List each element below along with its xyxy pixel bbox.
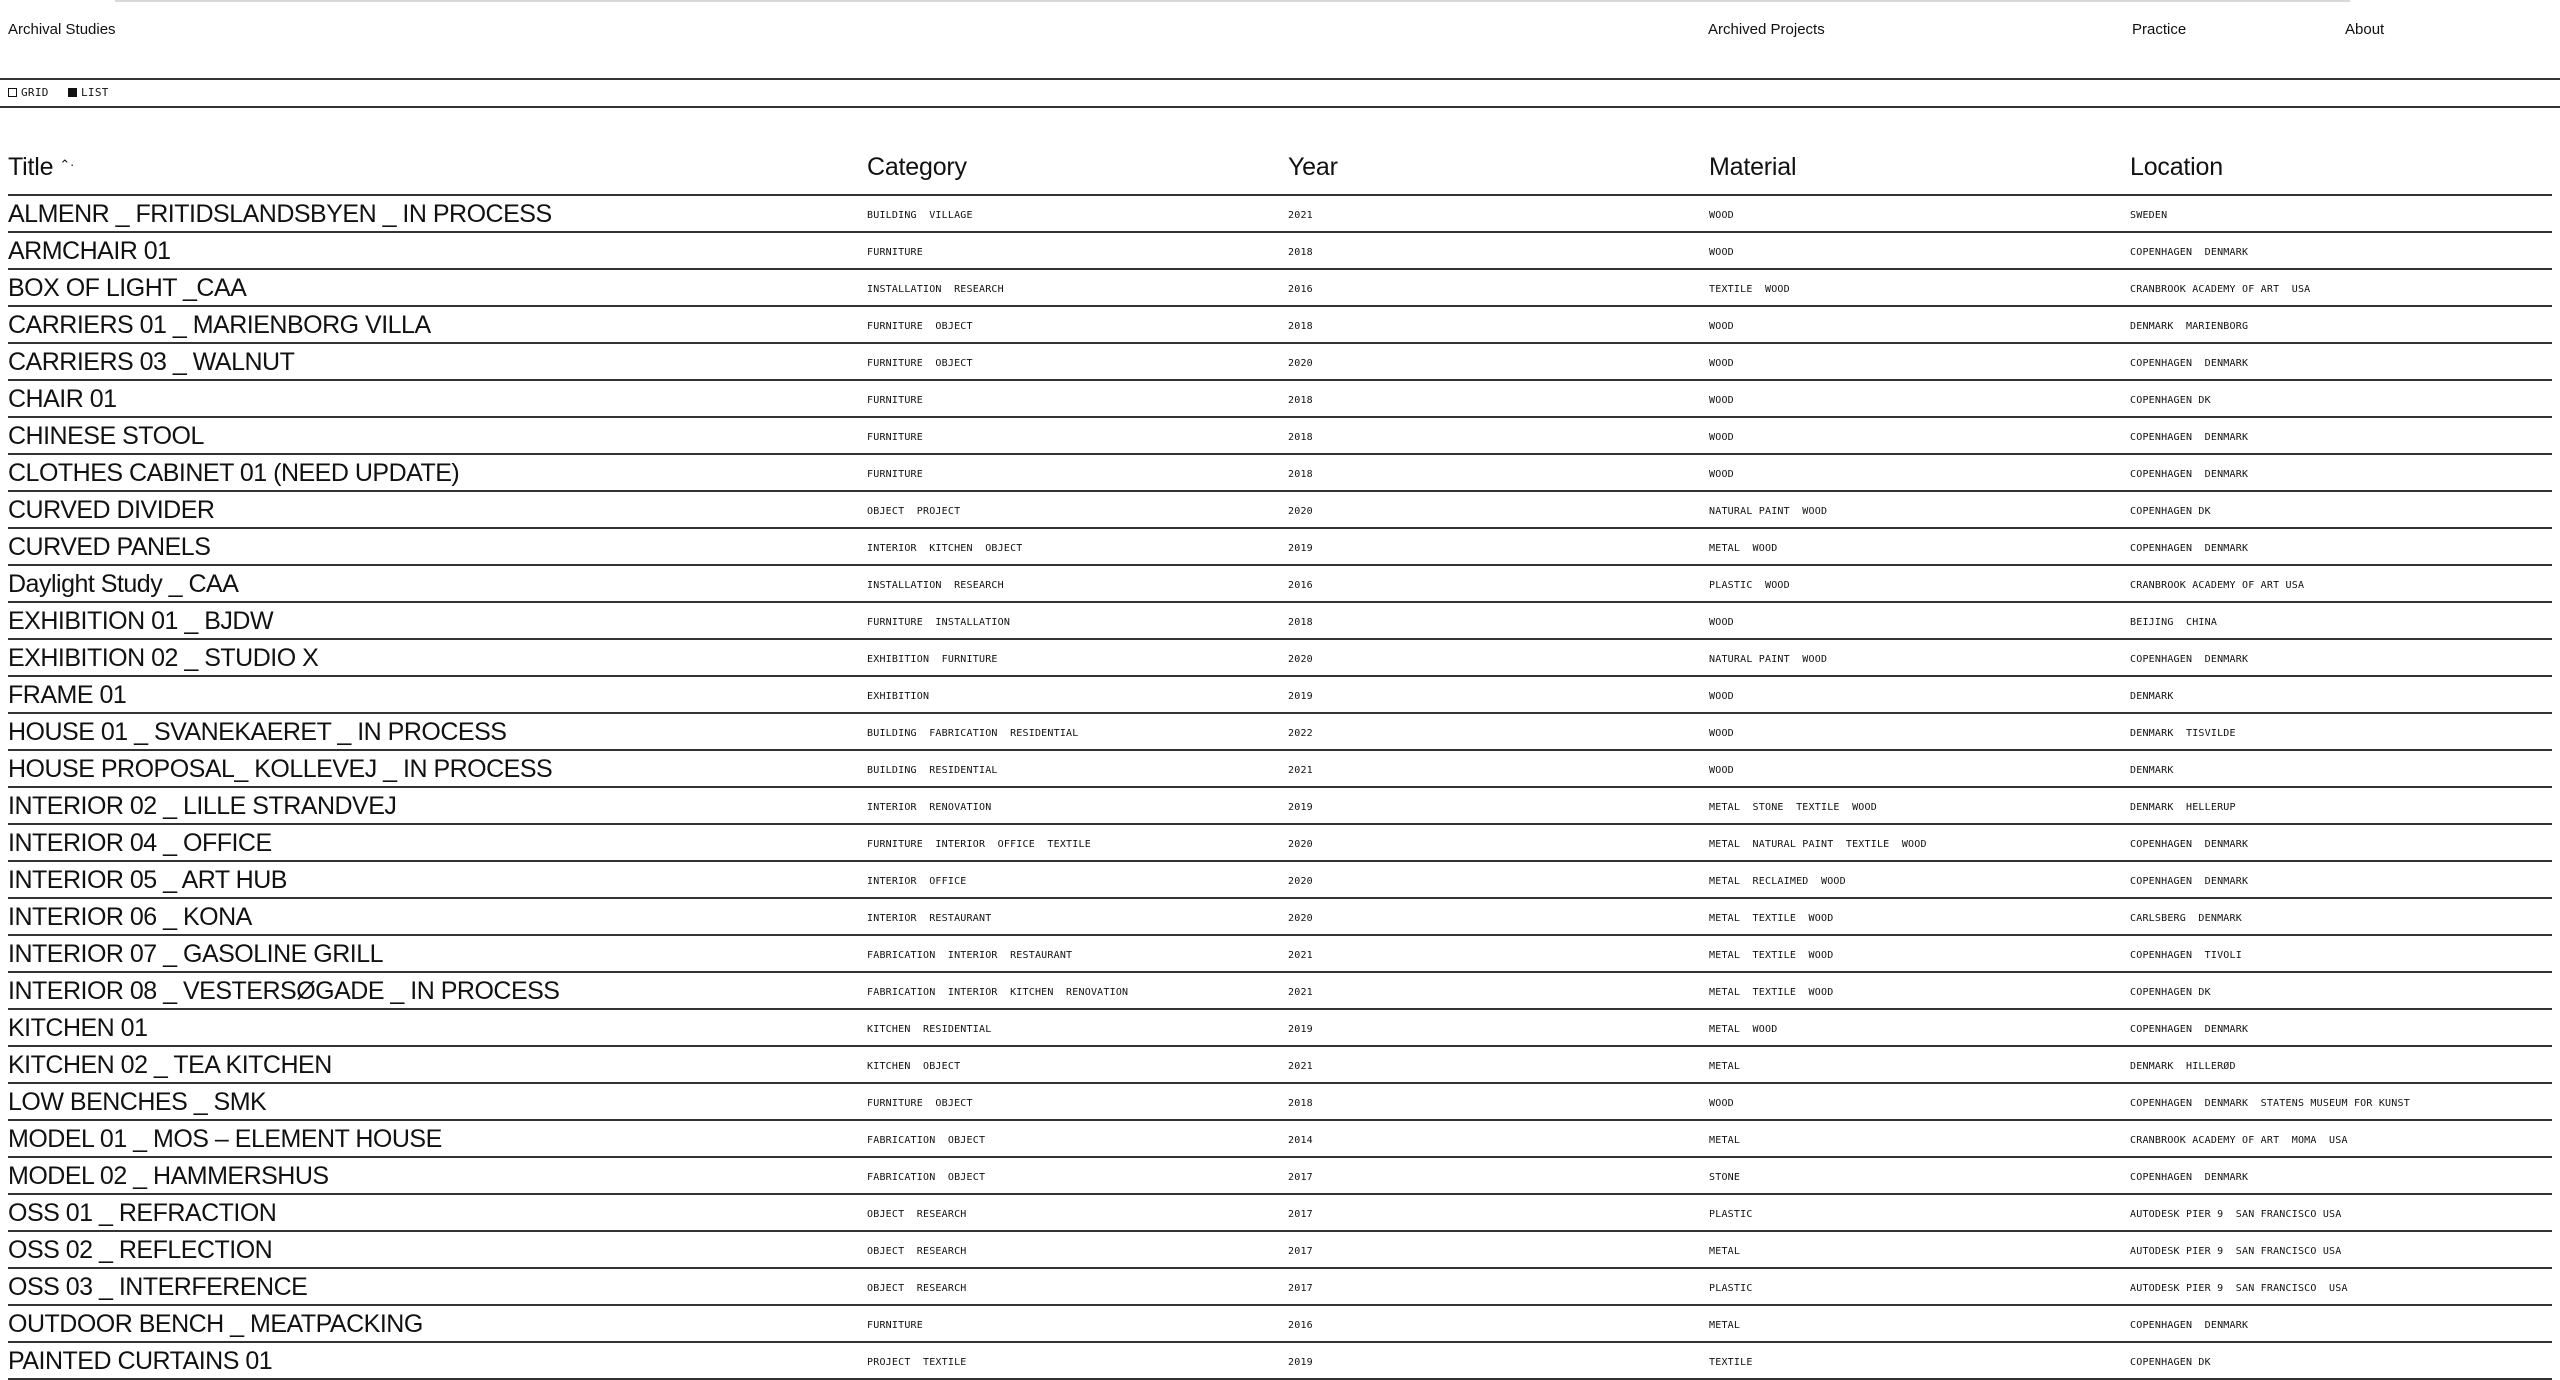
project-location: COPENHAGEN DK — [2130, 395, 2211, 406]
project-category: PROJECT TEXTILE — [867, 1357, 967, 1368]
project-title-link[interactable]: MODEL 02 _ HAMMERSHUS — [8, 1162, 329, 1190]
project-category: BUILDING RESIDENTIAL — [867, 765, 998, 776]
table-row[interactable] — [8, 603, 2552, 640]
project-year: 2020 — [1288, 358, 1313, 369]
table-row[interactable] — [8, 1084, 2552, 1121]
project-material: WOOD — [1709, 358, 1734, 369]
project-title-link[interactable]: EXHIBITION 01 _ BJDW — [8, 607, 274, 635]
table-row[interactable] — [8, 1269, 2552, 1306]
column-header-category[interactable]: Category — [867, 153, 967, 181]
project-year: 2018 — [1288, 395, 1313, 406]
table-row[interactable] — [8, 1195, 2552, 1232]
project-year: 2017 — [1288, 1283, 1313, 1294]
project-location: COPENHAGEN DENMARK — [2130, 654, 2249, 665]
project-material: WOOD — [1709, 617, 1734, 628]
project-year: 2018 — [1288, 321, 1313, 332]
project-location: AUTODESK PIER 9 SAN FRANCISCO USA — [2130, 1209, 2342, 1220]
table-row[interactable] — [8, 418, 2552, 455]
project-category: FURNITURE — [867, 247, 923, 258]
project-location: COPENHAGEN DENMARK — [2130, 432, 2249, 443]
project-location: COPENHAGEN DENMARK — [2130, 1320, 2249, 1331]
project-location: DENMARK HILLERØD — [2130, 1061, 2236, 1072]
project-category: KITCHEN RESIDENTIAL — [867, 1024, 992, 1035]
table-row[interactable] — [8, 751, 2552, 788]
project-title-link[interactable]: CARRIERS 03 _ WALNUT — [8, 348, 295, 376]
project-category: FABRICATION INTERIOR KITCHEN RENOVATION — [867, 987, 1129, 998]
project-category: INSTALLATION RESEARCH — [867, 284, 1004, 295]
project-title-link[interactable]: MODEL 01 _ MOS – ELEMENT HOUSE — [8, 1125, 442, 1153]
project-location: AUTODESK PIER 9 SAN FRANCISCO USA — [2130, 1246, 2342, 1257]
project-year: 2017 — [1288, 1172, 1313, 1183]
project-location: CRANBROOK ACADEMY OF ART USA — [2130, 284, 2311, 295]
project-year: 2021 — [1288, 1061, 1313, 1072]
table-row[interactable] — [8, 1121, 2552, 1158]
table-row[interactable] — [8, 1232, 2552, 1269]
project-category: FABRICATION OBJECT — [867, 1135, 986, 1146]
project-location: DENMARK — [2130, 691, 2174, 702]
project-year: 2016 — [1288, 284, 1313, 295]
project-category: EXHIBITION — [867, 691, 930, 702]
project-category: INSTALLATION RESEARCH — [867, 580, 1004, 591]
project-location: COPENHAGEN DENMARK — [2130, 469, 2249, 480]
project-material: WOOD — [1709, 469, 1734, 480]
project-year: 2017 — [1288, 1246, 1313, 1257]
project-location: CARLSBERG DENMARK — [2130, 913, 2242, 924]
project-location: COPENHAGEN DK — [2130, 506, 2211, 517]
table-row[interactable] — [8, 196, 2552, 233]
project-location: SWEDEN — [2130, 210, 2168, 221]
table-row[interactable] — [8, 1343, 2552, 1380]
project-year: 2019 — [1288, 1024, 1313, 1035]
project-material: NATURAL PAINT WOOD — [1709, 654, 1828, 665]
project-material: METAL — [1709, 1320, 1741, 1331]
project-category: INTERIOR RENOVATION — [867, 802, 992, 813]
project-material: WOOD — [1709, 765, 1734, 776]
project-year: 2018 — [1288, 617, 1313, 628]
project-material: METAL TEXTILE WOOD — [1709, 913, 1834, 924]
table-row[interactable] — [8, 936, 2552, 973]
table-row[interactable] — [8, 677, 2552, 714]
project-location: COPENHAGEN DENMARK — [2130, 1024, 2249, 1035]
project-material: TEXTILE — [1709, 1357, 1753, 1368]
project-title-link[interactable]: HOUSE 01 _ SVANEKAERET _ IN PROCESS — [8, 718, 507, 746]
project-title-link[interactable]: LOW BENCHES _ SMK — [8, 1088, 267, 1116]
project-category: INTERIOR RESTAURANT — [867, 913, 992, 924]
project-category: KITCHEN OBJECT — [867, 1061, 961, 1072]
project-material: WOOD — [1709, 728, 1734, 739]
project-year: 2018 — [1288, 247, 1313, 258]
table-row[interactable] — [8, 973, 2552, 1010]
table-header — [8, 146, 2552, 196]
table-row[interactable] — [8, 714, 2552, 751]
table-row[interactable] — [8, 270, 2552, 307]
project-material: WOOD — [1709, 321, 1734, 332]
project-year: 2019 — [1288, 802, 1313, 813]
projects-table — [8, 146, 2552, 1380]
grid-view-toggle[interactable] — [8, 86, 49, 99]
project-title-link[interactable]: CURVED PANELS — [8, 533, 211, 561]
project-material: PLASTIC — [1709, 1283, 1753, 1294]
table-row[interactable] — [8, 492, 2552, 529]
table-row[interactable] — [8, 640, 2552, 677]
project-year: 2019 — [1288, 1357, 1313, 1368]
project-category: FURNITURE — [867, 1320, 923, 1331]
project-category: FURNITURE — [867, 395, 923, 406]
project-location: COPENHAGEN DENMARK — [2130, 876, 2249, 887]
nav-practice[interactable]: Practice — [2132, 21, 2187, 38]
project-material: WOOD — [1709, 210, 1734, 221]
project-title-link[interactable]: ARMCHAIR 01 — [8, 237, 171, 265]
list-view-label: LIST — [81, 86, 109, 99]
project-year: 2021 — [1288, 210, 1313, 221]
table-row[interactable] — [8, 899, 2552, 936]
project-year: 2019 — [1288, 691, 1313, 702]
project-title-link[interactable]: INTERIOR 07 _ GASOLINE GRILL — [8, 940, 384, 968]
project-category: FABRICATION OBJECT — [867, 1172, 986, 1183]
project-title-link[interactable]: ALMENR _ FRITIDSLANDSBYEN _ IN PROCESS — [8, 200, 552, 228]
project-location: COPENHAGEN DENMARK STATENS MUSEUM FOR KUNST — [2130, 1098, 2410, 1109]
project-material: METAL — [1709, 1135, 1741, 1146]
project-year: 2020 — [1288, 654, 1313, 665]
column-header-title-label: Title — [8, 153, 54, 181]
project-year: 2018 — [1288, 1098, 1313, 1109]
project-title-link[interactable]: INTERIOR 06 _ KONA — [8, 903, 252, 931]
table-row[interactable] — [8, 455, 2552, 492]
project-location: COPENHAGEN DK — [2130, 987, 2211, 998]
project-material: METAL STONE TEXTILE WOOD — [1709, 802, 1877, 813]
project-title-link[interactable]: CLOTHES CABINET 01 (NEED UPDATE) — [8, 459, 460, 487]
table-row[interactable] — [8, 862, 2552, 899]
grid-view-label: GRID — [21, 86, 49, 99]
project-title-link[interactable]: OSS 02 _ REFLECTION — [8, 1236, 273, 1264]
table-row[interactable] — [8, 1047, 2552, 1084]
project-year: 2021 — [1288, 765, 1313, 776]
project-year: 2020 — [1288, 839, 1313, 850]
project-category: INTERIOR OFFICE — [867, 876, 967, 887]
table-row[interactable] — [8, 825, 2552, 862]
project-category: INTERIOR KITCHEN OBJECT — [867, 543, 1023, 554]
table-body — [8, 196, 2552, 1380]
project-category: FURNITURE INTERIOR OFFICE TEXTILE — [867, 839, 1091, 850]
project-material: TEXTILE WOOD — [1709, 284, 1790, 295]
project-material: PLASTIC — [1709, 1209, 1753, 1220]
project-material: STONE — [1709, 1172, 1741, 1183]
project-category: FABRICATION INTERIOR RESTAURANT — [867, 950, 1073, 961]
column-header-year[interactable]: Year — [1288, 153, 1338, 181]
column-header-title[interactable] — [8, 153, 74, 182]
column-header-material[interactable]: Material — [1709, 153, 1797, 181]
table-row[interactable] — [8, 1306, 2552, 1343]
project-year: 2020 — [1288, 506, 1313, 517]
project-material: METAL WOOD — [1709, 543, 1778, 554]
nav-about[interactable]: About — [2345, 21, 2385, 38]
project-title-link[interactable]: Daylight Study _ CAA — [8, 570, 239, 598]
project-year: 2021 — [1288, 950, 1313, 961]
project-title-link[interactable]: OSS 03 _ INTERFERENCE — [8, 1273, 308, 1301]
project-title-link[interactable]: CHAIR 01 — [8, 385, 117, 413]
project-category: FURNITURE OBJECT — [867, 1098, 973, 1109]
table-row[interactable] — [8, 529, 2552, 566]
project-title-link[interactable]: KITCHEN 02 _ TEA KITCHEN — [8, 1051, 332, 1079]
project-material: METAL WOOD — [1709, 1024, 1778, 1035]
project-category: OBJECT RESEARCH — [867, 1209, 967, 1220]
table-row[interactable] — [8, 381, 2552, 418]
grid-checkbox-icon — [8, 88, 17, 97]
project-title-link[interactable]: BOX OF LIGHT _CAA — [8, 274, 247, 302]
project-title-link[interactable]: PAINTED CURTAINS 01 — [8, 1347, 273, 1375]
project-title-link[interactable]: KITCHEN 01 — [8, 1014, 148, 1042]
project-location: COPENHAGEN TIVOLI — [2130, 950, 2242, 961]
project-category: OBJECT RESEARCH — [867, 1246, 967, 1257]
project-location: COPENHAGEN DENMARK — [2130, 839, 2249, 850]
table-row[interactable] — [8, 1158, 2552, 1195]
project-title-link[interactable]: FRAME 01 — [8, 681, 127, 709]
project-year: 2020 — [1288, 913, 1313, 924]
project-material: METAL — [1709, 1061, 1741, 1072]
nav-archived-projects[interactable]: Archived Projects — [1708, 21, 1825, 38]
project-material: PLASTIC WOOD — [1709, 580, 1790, 591]
project-year: 2016 — [1288, 580, 1313, 591]
project-material: NATURAL PAINT WOOD — [1709, 506, 1828, 517]
project-location: DENMARK TISVILDE — [2130, 728, 2236, 739]
project-year: 2021 — [1288, 987, 1313, 998]
project-category: EXHIBITION FURNITURE — [867, 654, 998, 665]
project-category: BUILDING FABRICATION RESIDENTIAL — [867, 728, 1079, 739]
project-location: AUTODESK PIER 9 SAN FRANCISCO USA — [2130, 1283, 2348, 1294]
table-row[interactable] — [8, 307, 2552, 344]
project-category: OBJECT RESEARCH — [867, 1283, 967, 1294]
project-material: WOOD — [1709, 395, 1734, 406]
project-material: METAL RECLAIMED WOOD — [1709, 876, 1846, 887]
project-title-link[interactable]: HOUSE PROPOSAL_ KOLLEVEJ _ IN PROCESS — [8, 755, 553, 783]
project-title-link[interactable]: CURVED DIVIDER — [8, 496, 215, 524]
project-location: DENMARK MARIENBORG — [2130, 321, 2249, 332]
project-location: CRANBROOK ACADEMY OF ART USA — [2130, 580, 2305, 591]
project-title-link[interactable]: INTERIOR 05 _ ART HUB — [8, 866, 287, 894]
project-category: FURNITURE INSTALLATION — [867, 617, 1011, 628]
project-year: 2014 — [1288, 1135, 1313, 1146]
project-location: DENMARK HELLERUP — [2130, 802, 2236, 813]
project-year: 2017 — [1288, 1209, 1313, 1220]
project-title-link[interactable]: INTERIOR 02 _ LILLE STRANDVEJ — [8, 792, 397, 820]
project-material: METAL TEXTILE WOOD — [1709, 950, 1834, 961]
project-category: FURNITURE OBJECT — [867, 321, 973, 332]
project-title-link[interactable]: INTERIOR 08 _ VESTERSØGADE _ IN PROCESS — [8, 977, 560, 1005]
project-location: COPENHAGEN DK — [2130, 1357, 2211, 1368]
project-material: WOOD — [1709, 691, 1734, 702]
site-brand[interactable]: Archival Studies — [8, 21, 116, 38]
view-toggle-bar — [0, 80, 2560, 108]
list-view-toggle[interactable] — [68, 86, 109, 99]
project-year: 2018 — [1288, 469, 1313, 480]
project-material: WOOD — [1709, 247, 1734, 258]
project-title-link[interactable]: CHINESE STOOL — [8, 422, 204, 450]
project-year: 2022 — [1288, 728, 1313, 739]
project-material: WOOD — [1709, 1098, 1734, 1109]
table-row[interactable] — [8, 566, 2552, 603]
list-checkbox-icon — [68, 88, 77, 97]
project-title-link[interactable]: CARRIERS 01 _ MARIENBORG VILLA — [8, 311, 431, 339]
project-material: METAL NATURAL PAINT TEXTILE WOOD — [1709, 839, 1927, 850]
project-location: DENMARK — [2130, 765, 2174, 776]
project-year: 2018 — [1288, 432, 1313, 443]
project-material: METAL TEXTILE WOOD — [1709, 987, 1834, 998]
project-location: COPENHAGEN DENMARK — [2130, 543, 2249, 554]
column-header-location[interactable]: Location — [2130, 153, 2223, 181]
table-row[interactable] — [8, 1010, 2552, 1047]
project-location: COPENHAGEN DENMARK — [2130, 1172, 2249, 1183]
project-title-link[interactable]: INTERIOR 04 _ OFFICE — [8, 829, 272, 857]
project-year: 2020 — [1288, 876, 1313, 887]
project-category: FURNITURE — [867, 432, 923, 443]
project-category: OBJECT PROJECT — [867, 506, 961, 517]
project-material: WOOD — [1709, 432, 1734, 443]
sort-ascending-icon[interactable]: ⌃· — [59, 157, 75, 173]
project-category: FURNITURE — [867, 469, 923, 480]
project-title-link[interactable]: EXHIBITION 02 _ STUDIO X — [8, 644, 319, 672]
table-row[interactable] — [8, 344, 2552, 381]
site-header — [0, 0, 2560, 80]
table-row[interactable] — [8, 233, 2552, 270]
project-material: METAL — [1709, 1246, 1741, 1257]
project-location: COPENHAGEN DENMARK — [2130, 358, 2249, 369]
project-title-link[interactable]: OSS 01 _ REFRACTION — [8, 1199, 277, 1227]
project-category: FURNITURE OBJECT — [867, 358, 973, 369]
project-location: BEIJING CHINA — [2130, 617, 2218, 628]
project-title-link[interactable]: OUTDOOR BENCH _ MEATPACKING — [8, 1310, 423, 1338]
project-year: 2016 — [1288, 1320, 1313, 1331]
project-location: COPENHAGEN DENMARK — [2130, 247, 2249, 258]
table-row[interactable] — [8, 788, 2552, 825]
project-location: CRANBROOK ACADEMY OF ART MOMA USA — [2130, 1135, 2348, 1146]
project-year: 2019 — [1288, 543, 1313, 554]
project-category: BUILDING VILLAGE — [867, 210, 973, 221]
